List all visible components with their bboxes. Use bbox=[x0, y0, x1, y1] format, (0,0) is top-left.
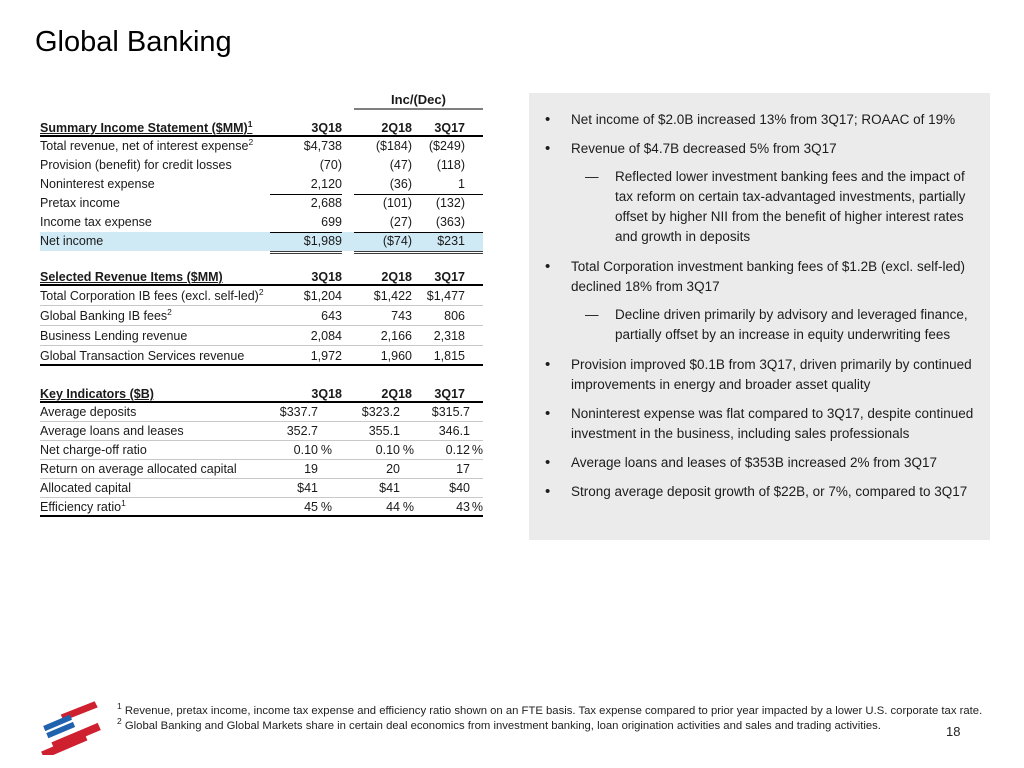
row-label: Global Banking IB fees$^2$ bbox=[40, 306, 172, 323]
cell-value: 2,084 bbox=[310, 329, 342, 343]
row-label: Noninterest expense bbox=[40, 177, 155, 191]
cell-value: 352.7 bbox=[286, 424, 318, 438]
inc-dec-group-header bbox=[40, 92, 483, 115]
cell-value: 699 bbox=[270, 213, 342, 233]
cell-value: 1 bbox=[412, 175, 483, 195]
table-row bbox=[40, 137, 483, 156]
bullet-icon: • bbox=[545, 454, 551, 471]
bullet-text: Total Corporation investment banking fees of $1.2B (excl. self-led) declined 18% from 3Q17 bbox=[571, 259, 965, 294]
cell-value: 1,815 bbox=[433, 349, 465, 363]
table-header-row bbox=[40, 264, 483, 286]
bullet-item bbox=[545, 355, 977, 395]
cell-value: 44 bbox=[386, 500, 400, 514]
cell-value: 19 bbox=[304, 462, 318, 476]
table-title: Summary Income Statement ($MM)$^1$ bbox=[40, 118, 253, 135]
percent-sign: % bbox=[320, 500, 332, 514]
cell-value: 20 bbox=[386, 462, 400, 476]
bullet-icon: • bbox=[545, 356, 551, 373]
bullet-icon: • bbox=[545, 483, 551, 500]
column-header: 3Q17 bbox=[434, 121, 465, 135]
column-header: 2Q18 bbox=[381, 270, 412, 284]
column-header: 3Q18 bbox=[311, 270, 342, 284]
table-row bbox=[40, 403, 483, 422]
row-label: Net income bbox=[40, 234, 104, 248]
table-title: Selected Revenue Items ($MM) bbox=[40, 270, 223, 284]
cell-value: $231 bbox=[412, 232, 483, 254]
column-header: 3Q18 bbox=[311, 121, 342, 135]
footnote: $^1$ Revenue, pretax income, income tax expense and efficiency ratio shown on an FTE basis. Tax expense compared to prior year impacted by a lower U.S. corporate tax rate. bbox=[117, 701, 983, 717]
cell-value: (27) bbox=[354, 213, 412, 233]
bullet-text: Noninterest expense was flat compared to 3Q17, despite continued investment in the business, including sales professionals bbox=[571, 406, 974, 441]
cell-value: 0.10 bbox=[293, 443, 318, 457]
cell-value: 1,972 bbox=[310, 349, 342, 363]
table-row bbox=[40, 213, 483, 232]
row-label: Provision (benefit) for credit losses bbox=[40, 158, 232, 172]
dash-icon: — bbox=[585, 307, 599, 322]
cell-value: $323.2 bbox=[361, 405, 400, 419]
cell-value: ($74) bbox=[354, 232, 412, 254]
column-header: 3Q17 bbox=[434, 387, 465, 401]
cell-value: (36) bbox=[354, 175, 412, 195]
row-label: Total Corporation IB fees (excl. self-led)$^2$ bbox=[40, 286, 264, 303]
table-row bbox=[40, 460, 483, 479]
bullet-icon: • bbox=[545, 405, 551, 422]
net-income-row bbox=[40, 232, 483, 251]
row-label: Global Transaction Services revenue bbox=[40, 349, 245, 363]
table-row bbox=[40, 422, 483, 441]
bullet-icon: • bbox=[545, 140, 551, 157]
bullet-icon: • bbox=[545, 111, 551, 128]
cell-value: 17 bbox=[456, 462, 470, 476]
percent-sign: % bbox=[402, 443, 414, 457]
cell-value: $41 bbox=[297, 481, 318, 495]
bullet-item bbox=[545, 482, 977, 502]
bullet-item bbox=[545, 110, 977, 130]
table-row bbox=[40, 286, 483, 306]
row-label: Total revenue, net of interest expense$^2$ bbox=[40, 136, 254, 153]
row-label: Net charge-off ratio bbox=[40, 443, 147, 457]
percent-sign: % bbox=[471, 500, 483, 514]
highlights-panel bbox=[529, 93, 990, 540]
cell-value: 2,318 bbox=[433, 329, 465, 343]
cell-value: 346.1 bbox=[438, 424, 470, 438]
cell-value: $337.7 bbox=[279, 405, 318, 419]
cell-value: 806 bbox=[444, 309, 465, 323]
row-label: Return on average allocated capital bbox=[40, 462, 237, 476]
row-label: Average loans and leases bbox=[40, 424, 184, 438]
sub-bullet-item bbox=[545, 305, 977, 345]
page-number: 18 bbox=[946, 724, 961, 739]
table-title: Key Indicators ($B) bbox=[40, 387, 154, 401]
footnotes bbox=[117, 701, 987, 734]
column-header: 2Q18 bbox=[381, 387, 412, 401]
cell-value: 355.1 bbox=[368, 424, 400, 438]
table-row bbox=[40, 498, 483, 517]
bullet-item bbox=[545, 257, 977, 297]
table-row bbox=[40, 306, 483, 326]
cell-value: $41 bbox=[379, 481, 400, 495]
bullet-text: Revenue of $4.7B decreased 5% from 3Q17 bbox=[571, 141, 837, 156]
table-row bbox=[40, 194, 483, 213]
row-label: Pretax income bbox=[40, 196, 120, 210]
cell-value: 643 bbox=[321, 309, 342, 323]
cell-value: ($184) bbox=[375, 139, 412, 153]
inc-dec-label: Inc/(Dec) bbox=[354, 92, 483, 110]
cell-value: 45 bbox=[304, 500, 318, 514]
cell-value: $315.7 bbox=[431, 405, 470, 419]
bullet-item bbox=[545, 404, 977, 444]
row-label: Income tax expense bbox=[40, 215, 152, 229]
summary-income-statement-table bbox=[40, 115, 483, 251]
table-header-row bbox=[40, 381, 483, 403]
percent-sign: % bbox=[320, 443, 332, 457]
table-header-row bbox=[40, 115, 483, 137]
percent-sign: % bbox=[402, 500, 414, 514]
row-label: Business Lending revenue bbox=[40, 329, 188, 343]
sub-bullet-text: Decline driven primarily by advisory and leveraged finance, partially offset by an increase in equity underwriting fees bbox=[615, 307, 968, 342]
bullet-item bbox=[545, 139, 977, 159]
bullet-icon: • bbox=[545, 258, 551, 275]
row-label: Efficiency ratio$^1$ bbox=[40, 497, 126, 514]
table-row bbox=[40, 175, 483, 194]
column-header: 2Q18 bbox=[381, 121, 412, 135]
cell-value: $1,989 bbox=[270, 232, 342, 254]
cell-value: (118) bbox=[436, 158, 465, 172]
cell-value: 0.12 bbox=[445, 443, 470, 457]
cell-value: $1,204 bbox=[303, 289, 342, 303]
financial-tables bbox=[40, 92, 483, 517]
cell-value: (101) bbox=[382, 196, 412, 210]
table-row bbox=[40, 346, 483, 366]
sub-bullet-item bbox=[545, 167, 977, 247]
bullet-text: Strong average deposit growth of $22B, or 7%, compared to 3Q17 bbox=[571, 484, 968, 499]
dash-icon: — bbox=[585, 169, 599, 184]
cell-value: 2,120 bbox=[270, 175, 342, 195]
sub-bullet-text: Reflected lower investment banking fees and the impact of tax reform on certain tax-advantaged investments, partially offset by higher NII from the benefit of higher interest rates and growth in deposits bbox=[615, 169, 966, 244]
cell-value: 2,688 bbox=[310, 196, 342, 210]
table-row bbox=[40, 479, 483, 498]
bullet-text: Net income of $2.0B increased 13% from 3Q17; ROAAC of 19% bbox=[571, 112, 956, 127]
bullet-text: Provision improved $0.1B from 3Q17, driven primarily by continued improvements in energy and broader asset quality bbox=[571, 357, 972, 392]
cell-value: $1,422 bbox=[373, 289, 412, 303]
cell-value: $4,738 bbox=[303, 139, 342, 153]
footnote: $^2$ Global Banking and Global Markets share in certain deal economics from investment banking, loan origination activities and sales and trading activities. bbox=[117, 716, 881, 732]
cell-value: 0.10 bbox=[375, 443, 400, 457]
row-label: Average deposits bbox=[40, 405, 137, 419]
bullet-text: Average loans and leases of $353B increased 2% from 3Q17 bbox=[571, 455, 937, 470]
table-row bbox=[40, 326, 483, 346]
row-label: Allocated capital bbox=[40, 481, 132, 495]
bullet-item bbox=[545, 453, 977, 473]
selected-revenue-items-table bbox=[40, 264, 483, 366]
cell-value: ($249) bbox=[428, 139, 465, 153]
cell-value: $1,477 bbox=[426, 289, 465, 303]
cell-value: (70) bbox=[319, 158, 342, 172]
column-header: 3Q18 bbox=[311, 387, 342, 401]
cell-value: 43 bbox=[456, 500, 470, 514]
cell-value: 1,960 bbox=[380, 349, 412, 363]
key-indicators-table bbox=[40, 381, 483, 517]
percent-sign: % bbox=[471, 443, 483, 457]
bank-of-america-logo bbox=[36, 701, 108, 755]
cell-value: (47) bbox=[389, 158, 412, 172]
table-row bbox=[40, 156, 483, 175]
page-title: Global Banking bbox=[35, 26, 232, 58]
cell-value: $40 bbox=[449, 481, 470, 495]
table-row bbox=[40, 441, 483, 460]
column-header: 3Q17 bbox=[434, 270, 465, 284]
cell-value: 2,166 bbox=[380, 329, 412, 343]
cell-value: 743 bbox=[391, 309, 412, 323]
cell-value: (363) bbox=[412, 213, 483, 233]
cell-value: (132) bbox=[435, 196, 465, 210]
